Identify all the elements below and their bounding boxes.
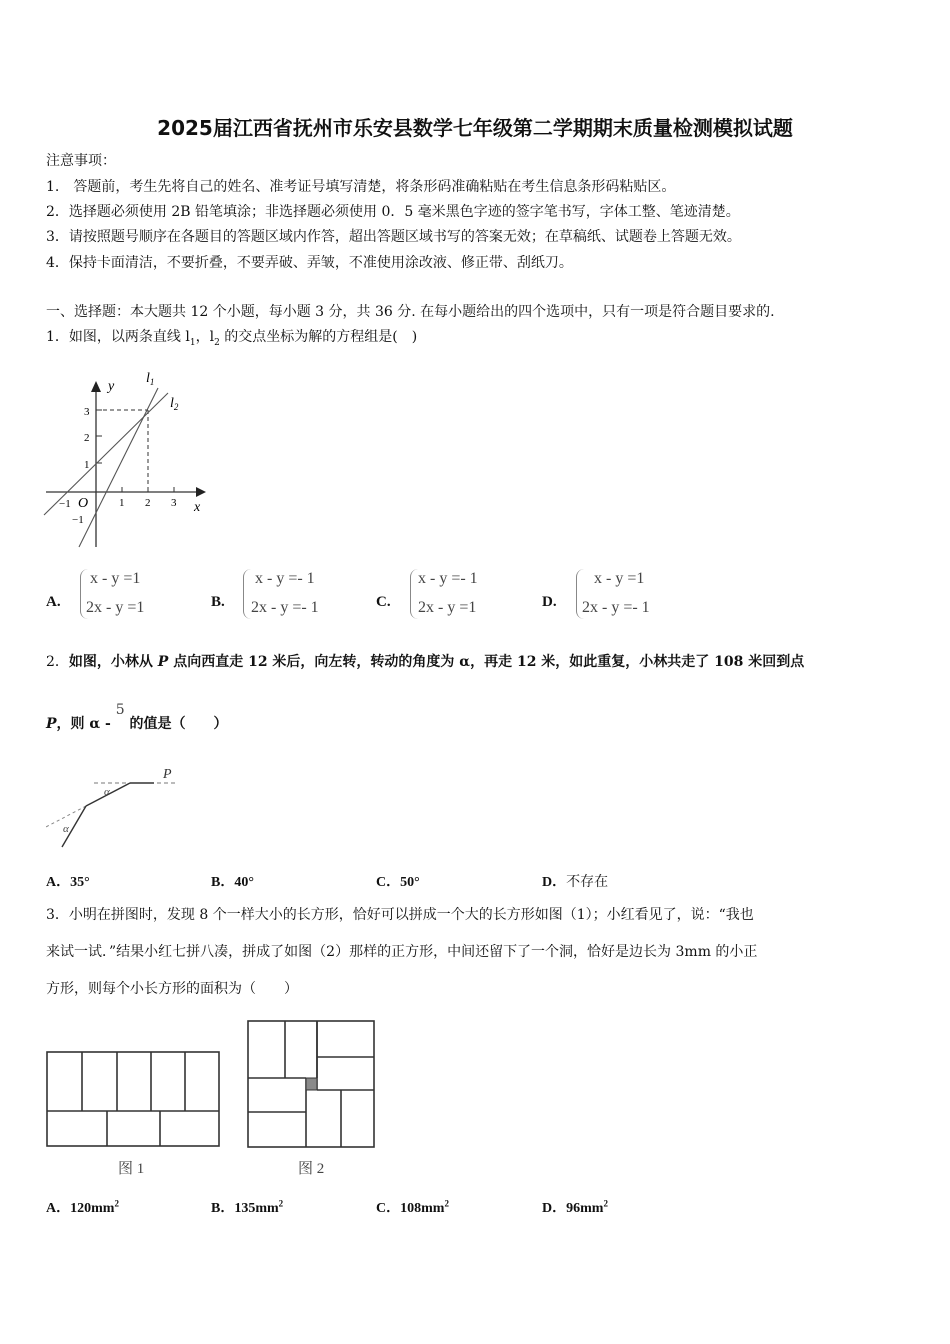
svg-text:l1: $l_1$: [146, 371, 155, 387]
svg-text:图 2: 图 2: [298, 1161, 325, 1177]
svg-text:x: x: [194, 500, 201, 515]
svg-text:y: y: [108, 379, 115, 394]
question-3: 3．小明在拼图时，发现 8 个一样大小的长方形，恰好可以拼成一个大的长方形如图（1）；小红看见了，说：“我也: [46, 907, 754, 923]
x-axis-arrow-icon: [196, 487, 206, 497]
svg-text:l2: $l_2$: [170, 396, 179, 412]
brace-icon: [243, 569, 251, 619]
q3-figure-2: [246, 1018, 378, 1180]
q3-option-c[interactable]: C．$108mm^2$: [376, 1198, 449, 1216]
question-3-line-3: 方形，则每个小长方形的面积为（ ）: [46, 981, 298, 997]
svg-text:P: P: [163, 767, 172, 782]
notice-item-1: 1. 答题前，考生先将自己的姓名、准考证号填写清楚，将条形码准确粘贴在考生信息条形码粘贴区。: [46, 179, 676, 195]
question-2-line-2: P，则 α - 5 的值是（ ）: [46, 702, 228, 732]
q1-option-d[interactable]: D. x - y =1 2x - y =- 1: [542, 563, 702, 625]
q3-option-d[interactable]: D．$96mm^2$: [542, 1198, 608, 1216]
svg-text:3: 3: [84, 406, 90, 418]
q2-option-b[interactable]: B．40°: [211, 875, 254, 890]
q1-number: 1．: [46, 329, 69, 345]
q1-option-b[interactable]: B. x - y =- 1 2x - y =- 1: [211, 563, 371, 625]
q1-coordinate-graph: [42, 365, 217, 550]
q1-options: [46, 563, 906, 625]
brace-icon: [410, 569, 418, 619]
svg-text:2: 2: [84, 432, 90, 444]
section-heading: 一、选择题：本大题共 12 个小题，每小题 3 分，共 36 分. 在每小题给出的四个选项中，只有一项是符合题目要求的.: [46, 304, 775, 320]
notice-item-3: 3．请按照题号顺序在各题目的答题区域内作答，超出答题区域书写的答案无效；在草稿纸、试题卷上答题无效。: [46, 229, 741, 245]
notice-item-2: 2．选择题必须使用 2B 铅笔填涂；非选择题必须使用 0．5 毫米黑色字迹的签字笔书写，字体工整、笔迹清楚。: [46, 204, 740, 220]
question-1: 1．如图，以两条直线 $l_1$，$l_2$ 的交点坐标为解的方程组是( ): [46, 329, 418, 348]
q3-option-b[interactable]: B．$135mm^2$: [211, 1198, 284, 1216]
q2-option-a[interactable]: A．35°: [46, 875, 90, 890]
svg-text:−1: −1: [59, 498, 71, 510]
notice-item-4: 4．保持卡面清洁，不要折叠，不要弄破、弄皱，不准使用涂改液、修正带、刮纸刀。: [46, 255, 573, 271]
q1-option-c[interactable]: C. x - y =- 1 2x - y =1: [376, 563, 536, 625]
q2-option-c[interactable]: C．50°: [376, 875, 420, 890]
question-2: 2．如图，小林从 P 点向西直走 12 米后，向左转，转动的角度为 α，再走 12 米，如此重复，小林共走了 108 米回到点: [46, 654, 805, 670]
q3-figure-1: [46, 1050, 222, 1180]
svg-text:1: 1: [119, 497, 125, 509]
svg-text:图 1: 图 1: [118, 1161, 145, 1177]
svg-text:1: 1: [84, 459, 90, 471]
svg-text:3: 3: [171, 497, 177, 509]
question-3-line-2: 来试一试．”结果小红七拼八凑，拼成了如图（2）那样的正方形，中间还留下了一个洞，恰好是边长为 3mm 的小正: [46, 944, 758, 960]
q1-option-a[interactable]: A. x - y =1 2x - y =1: [46, 563, 206, 625]
q2-path-figure: [44, 762, 184, 852]
svg-text:−1: −1: [72, 514, 84, 526]
svg-text:α: α: [104, 786, 110, 798]
y-axis-arrow-icon: [91, 381, 101, 392]
notice-heading: 注意事项：: [46, 153, 116, 169]
svg-text:O: O: [78, 496, 89, 511]
svg-text:α: α: [63, 823, 69, 835]
q3-option-a[interactable]: A．$120mm^2$: [46, 1198, 119, 1216]
page-title: 2025届江西省抚州市乐安县数学七年级第二学期期末质量检测模拟试题: [157, 116, 793, 140]
hole-square: [306, 1078, 317, 1090]
svg-text:2: 2: [145, 497, 151, 509]
q2-option-d[interactable]: D．不存在: [542, 874, 609, 890]
